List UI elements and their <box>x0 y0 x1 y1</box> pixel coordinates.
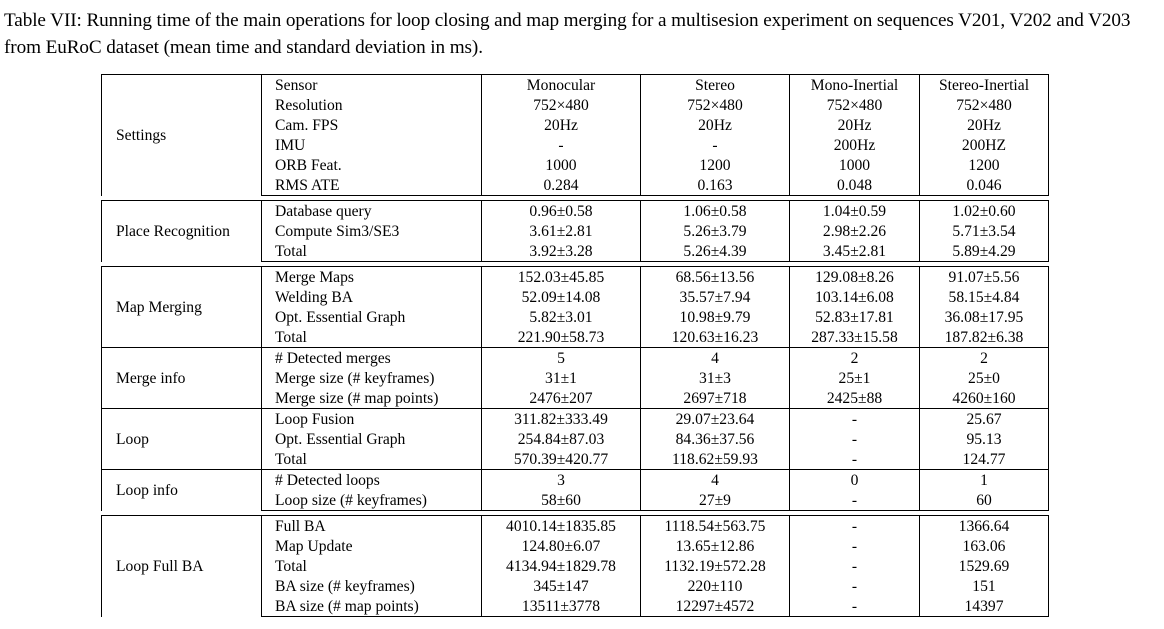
value-cell: 20Hz <box>482 115 641 135</box>
value-cell: 91.07±5.56 <box>920 267 1049 288</box>
value-cell: 10.98±9.79 <box>641 307 790 327</box>
value-cell: 1118.54±563.75 <box>641 516 790 537</box>
column-header: Stereo <box>641 75 790 96</box>
value-cell: 0.048 <box>790 175 920 196</box>
column-header: Stereo-Inertial <box>920 75 1049 96</box>
column-header: Monocular <box>482 75 641 96</box>
header-row <box>102 75 1049 96</box>
value-cell: - <box>641 135 790 155</box>
group-label: Merge info <box>102 348 262 409</box>
table-row <box>102 516 1049 537</box>
value-cell: 60 <box>920 490 1049 511</box>
value-cell: 2697±718 <box>641 388 790 409</box>
value-cell: 20Hz <box>920 115 1049 135</box>
value-cell: 13.65±12.86 <box>641 536 790 556</box>
value-cell: 14397 <box>920 596 1049 617</box>
group-label: Map Merging <box>102 267 262 348</box>
value-cell: - <box>482 135 641 155</box>
value-cell: 5 <box>482 348 641 369</box>
row-label: Total <box>262 327 482 348</box>
value-cell: - <box>790 536 920 556</box>
row-label: Opt. Essential Graph <box>262 429 482 449</box>
value-cell: 25±0 <box>920 368 1049 388</box>
value-cell: 120.63±16.23 <box>641 327 790 348</box>
value-cell: 752×480 <box>482 95 641 115</box>
table-row <box>102 348 1049 369</box>
value-cell: 3.92±3.28 <box>482 241 641 262</box>
value-cell: 152.03±45.85 <box>482 267 641 288</box>
table-row <box>102 201 1049 222</box>
group-label: Place Recognition <box>102 201 262 262</box>
table-row <box>102 470 1049 491</box>
row-label: BA size (# map points) <box>262 596 482 617</box>
value-cell: - <box>790 576 920 596</box>
value-cell: 95.13 <box>920 429 1049 449</box>
value-cell: 345±147 <box>482 576 641 596</box>
value-cell: 118.62±59.93 <box>641 449 790 470</box>
value-cell: 2476±207 <box>482 388 641 409</box>
value-cell: 1000 <box>790 155 920 175</box>
value-cell: 5.71±3.54 <box>920 221 1049 241</box>
value-cell: 752×480 <box>920 95 1049 115</box>
row-label: Merge size (# map points) <box>262 388 482 409</box>
value-cell: 20Hz <box>641 115 790 135</box>
value-cell: 52.83±17.81 <box>790 307 920 327</box>
value-cell: 13511±3778 <box>482 596 641 617</box>
value-cell: 5.26±3.79 <box>641 221 790 241</box>
group-label: Loop Full BA <box>102 516 262 617</box>
value-cell: 4260±160 <box>920 388 1049 409</box>
value-cell: 311.82±333.49 <box>482 409 641 430</box>
value-cell: 3.61±2.81 <box>482 221 641 241</box>
value-cell: 31±1 <box>482 368 641 388</box>
value-cell: 35.57±7.94 <box>641 287 790 307</box>
value-cell: 84.36±37.56 <box>641 429 790 449</box>
value-cell: 103.14±6.08 <box>790 287 920 307</box>
value-cell: 2425±88 <box>790 388 920 409</box>
value-cell: 2.98±2.26 <box>790 221 920 241</box>
row-label: Merge size (# keyframes) <box>262 368 482 388</box>
value-cell: 25±1 <box>790 368 920 388</box>
value-cell: 3 <box>482 470 641 491</box>
value-cell: 129.08±8.26 <box>790 267 920 288</box>
value-cell: 1529.69 <box>920 556 1049 576</box>
value-cell: 1366.64 <box>920 516 1049 537</box>
row-label: BA size (# keyframes) <box>262 576 482 596</box>
row-label: # Detected merges <box>262 348 482 369</box>
value-cell: 1200 <box>641 155 790 175</box>
value-cell: 200HZ <box>920 135 1049 155</box>
row-label: Compute Sim3/SE3 <box>262 221 482 241</box>
value-cell: 124.80±6.07 <box>482 536 641 556</box>
value-cell: - <box>790 516 920 537</box>
value-cell: 0 <box>790 470 920 491</box>
value-cell: 58±60 <box>482 490 641 511</box>
value-cell: 1000 <box>482 155 641 175</box>
value-cell: 2 <box>790 348 920 369</box>
row-label: Map Update <box>262 536 482 556</box>
row-label: Full BA <box>262 516 482 537</box>
value-cell: 0.284 <box>482 175 641 196</box>
value-cell: 1.02±0.60 <box>920 201 1049 222</box>
value-cell: 254.84±87.03 <box>482 429 641 449</box>
value-cell: 27±9 <box>641 490 790 511</box>
table-row <box>102 267 1049 288</box>
column-header-sensor: Sensor <box>262 75 482 96</box>
column-header: Mono-Inertial <box>790 75 920 96</box>
value-cell: 570.39±420.77 <box>482 449 641 470</box>
value-cell: 187.82±6.38 <box>920 327 1049 348</box>
row-label: Total <box>262 556 482 576</box>
group-label: Loop info <box>102 470 262 511</box>
value-cell: 3.45±2.81 <box>790 241 920 262</box>
value-cell: 29.07±23.64 <box>641 409 790 430</box>
value-cell: 31±3 <box>641 368 790 388</box>
row-label: # Detected loops <box>262 470 482 491</box>
value-cell: 25.67 <box>920 409 1049 430</box>
value-cell: 58.15±4.84 <box>920 287 1049 307</box>
value-cell: 4134.94±1829.78 <box>482 556 641 576</box>
value-cell: 220±110 <box>641 576 790 596</box>
row-label: Merge Maps <box>262 267 482 288</box>
value-cell: 36.08±17.95 <box>920 307 1049 327</box>
value-cell: 1.04±0.59 <box>790 201 920 222</box>
row-label: Cam. FPS <box>262 115 482 135</box>
value-cell: 1132.19±572.28 <box>641 556 790 576</box>
value-cell: 163.06 <box>920 536 1049 556</box>
value-cell: 0.96±0.58 <box>482 201 641 222</box>
row-label: Opt. Essential Graph <box>262 307 482 327</box>
value-cell: - <box>790 409 920 430</box>
value-cell: 68.56±13.56 <box>641 267 790 288</box>
timing-table <box>101 74 1049 617</box>
value-cell: 124.77 <box>920 449 1049 470</box>
table-caption: Table VII: Running time of the main operations for loop closing and map merging for a multisesion experiment on sequences V201, V202 and V203 from EuRoC dataset (mean time and standard deviation in ms). <box>4 10 1131 58</box>
row-label: IMU <box>262 135 482 155</box>
row-label: RMS ATE <box>262 175 482 196</box>
value-cell: 0.163 <box>641 175 790 196</box>
value-cell: - <box>790 429 920 449</box>
value-cell: - <box>790 556 920 576</box>
value-cell: 221.90±58.73 <box>482 327 641 348</box>
value-cell: - <box>790 449 920 470</box>
value-cell: 52.09±14.08 <box>482 287 641 307</box>
value-cell: 2 <box>920 348 1049 369</box>
value-cell: 0.046 <box>920 175 1049 196</box>
value-cell: 752×480 <box>641 95 790 115</box>
value-cell: 5.82±3.01 <box>482 307 641 327</box>
value-cell: 4 <box>641 470 790 491</box>
row-label: Welding BA <box>262 287 482 307</box>
value-cell: 200Hz <box>790 135 920 155</box>
row-label: Resolution <box>262 95 482 115</box>
value-cell: 1 <box>920 470 1049 491</box>
group-label: Loop <box>102 409 262 470</box>
value-cell: 12297±4572 <box>641 596 790 617</box>
value-cell: 4010.14±1835.85 <box>482 516 641 537</box>
value-cell: - <box>790 596 920 617</box>
value-cell: 287.33±15.58 <box>790 327 920 348</box>
table-row <box>102 409 1049 430</box>
row-label: Loop size (# keyframes) <box>262 490 482 511</box>
value-cell: 151 <box>920 576 1049 596</box>
value-cell: 5.89±4.29 <box>920 241 1049 262</box>
row-label: Database query <box>262 201 482 222</box>
row-label: ORB Feat. <box>262 155 482 175</box>
row-label: Total <box>262 449 482 470</box>
value-cell: 752×480 <box>790 95 920 115</box>
group-label: Settings <box>102 75 262 196</box>
value-cell: 1.06±0.58 <box>641 201 790 222</box>
value-cell: 20Hz <box>790 115 920 135</box>
value-cell: 4 <box>641 348 790 369</box>
row-label: Loop Fusion <box>262 409 482 430</box>
row-label: Total <box>262 241 482 262</box>
value-cell: 5.26±4.39 <box>641 241 790 262</box>
value-cell: 1200 <box>920 155 1049 175</box>
value-cell: - <box>790 490 920 511</box>
